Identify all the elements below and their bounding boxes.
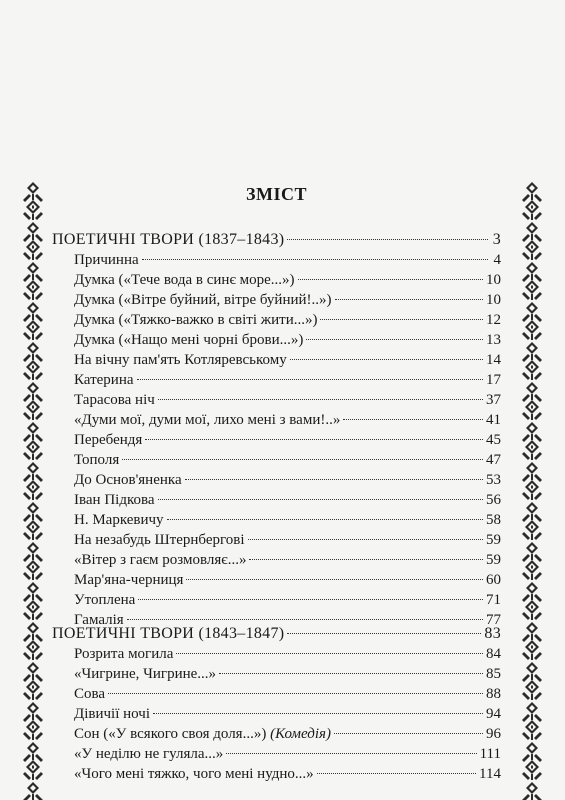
leader-dots <box>186 567 483 580</box>
toc-section-label: ПОЕТИЧНІ ТВОРИ (1843–1847) <box>52 625 285 642</box>
leader-dots <box>142 247 488 260</box>
leader-dots <box>137 367 483 380</box>
toc-entry[interactable]: «Вітер з гаєм розмовляє...» 59 <box>52 550 501 570</box>
leader-dots <box>320 307 483 320</box>
leader-dots <box>145 427 483 440</box>
leader-dots <box>298 267 483 280</box>
leader-dots <box>249 547 483 560</box>
toc-entry[interactable]: Думка («Тече вода в синє море...») 10 <box>52 270 501 290</box>
leader-dots <box>138 587 483 600</box>
toc-entry[interactable]: «Чигрине, Чигрине...» 85 <box>52 664 501 684</box>
leader-dots <box>335 287 483 300</box>
leader-dots <box>122 447 483 460</box>
leader-dots <box>153 701 483 714</box>
toc-page-number: 3 <box>492 231 501 248</box>
leader-dots <box>334 721 483 734</box>
toc-entry[interactable]: На вічну пам'ять Котляревському 14 <box>52 350 501 370</box>
toc-entry[interactable]: Гамалія 77 <box>52 610 501 630</box>
leader-dots <box>290 347 483 360</box>
toc-entry[interactable]: Тополя 47 <box>52 450 501 470</box>
leader-dots <box>185 467 483 480</box>
toc-entry[interactable]: Тарасова ніч 37 <box>52 390 501 410</box>
toc-entry[interactable]: Перебендя 45 <box>52 430 501 450</box>
toc-entry[interactable]: До Основ'яненка 53 <box>52 470 501 490</box>
leader-dots <box>248 527 483 540</box>
toc-entry[interactable]: Причинна 4 <box>52 250 501 270</box>
toc-entry[interactable]: Н. Маркевичу 58 <box>52 510 501 530</box>
leader-dots <box>287 621 481 634</box>
toc-entry[interactable]: «У неділю не гуляла...» 111 <box>52 744 501 764</box>
leader-dots <box>287 227 488 240</box>
leader-dots <box>127 607 483 620</box>
toc-page-number: 83 <box>484 625 501 642</box>
toc-entry[interactable]: Мар'яна-черниця 60 <box>52 570 501 590</box>
toc-entry[interactable]: На незабудь Штернбергові 59 <box>52 530 501 550</box>
page-title: ЗМІСТ <box>246 184 307 204</box>
toc-entry[interactable]: Думка («Тяжко-важко в світі жити...») 12 <box>52 310 501 330</box>
toc-entry[interactable]: Сова 88 <box>52 684 501 704</box>
leader-dots <box>343 407 483 420</box>
toc-entry[interactable]: Утоплена 71 <box>52 590 501 610</box>
toc-entry[interactable]: «Думи мої, думи мої, лихо мені з вами!..» 41 <box>52 410 501 430</box>
toc-entry[interactable]: Катерина 17 <box>52 370 501 390</box>
leader-dots <box>158 487 483 500</box>
leader-dots <box>306 327 483 340</box>
right-ornament-border <box>519 180 545 800</box>
leader-dots <box>219 661 483 674</box>
toc-entry[interactable]: Розрита могила 84 <box>52 644 501 664</box>
toc-entry[interactable]: Думка («Нащо мені чорні брови...») 13 <box>52 330 501 350</box>
leader-dots <box>176 641 483 654</box>
toc-entry[interactable]: Іван Підкова 56 <box>52 490 501 510</box>
comedy-note: (Комедія) <box>270 726 331 742</box>
toc-entry[interactable]: Дівичії ночі 94 <box>52 704 501 724</box>
toc-entry[interactable]: Сон («У всякого своя доля...») (Комедія) 96 <box>52 724 501 744</box>
toc-section-label: ПОЕТИЧНІ ТВОРИ (1837–1843) <box>52 231 285 248</box>
left-ornament-border <box>20 180 46 800</box>
leader-dots <box>226 741 476 754</box>
leader-dots <box>167 507 483 520</box>
leader-dots <box>158 387 483 400</box>
leader-dots <box>317 761 476 774</box>
leader-dots <box>108 681 483 694</box>
toc-entry[interactable]: «Чого мені тяжко, чого мені нудно...» 114 <box>52 764 501 784</box>
toc-entry[interactable]: Думка («Вітре буйний, вітре буйний!..») 10 <box>52 290 501 310</box>
